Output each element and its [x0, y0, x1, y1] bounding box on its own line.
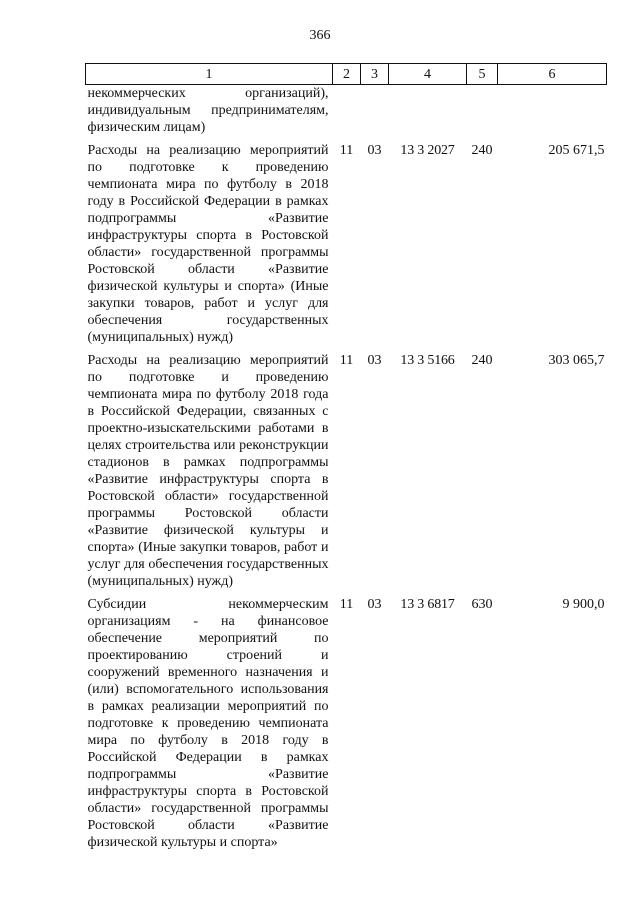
budget-table [85, 63, 607, 857]
row-section: 11 [339, 597, 354, 612]
row-subsection: 03 [367, 597, 382, 612]
page-number: 366 [309, 28, 331, 43]
header-col-4: 4 [389, 64, 467, 85]
row-target-article: 13 3 5166 [400, 353, 455, 368]
table-row [86, 85, 607, 143]
row-description: некоммерческих организаций), индивидуальным предпринимателям, физическим лицам) [87, 86, 329, 135]
row-subsection [361, 85, 389, 143]
row-amount [498, 85, 607, 143]
header-col-6: 6 [498, 64, 607, 85]
header-col-2: 2 [333, 64, 361, 85]
table-row [86, 352, 607, 596]
row-expense-type: 240 [471, 143, 493, 158]
header-col-3: 3 [361, 64, 389, 85]
row-amount: 205 671,5 [548, 143, 605, 158]
row-description: Расходы на реализацию мероприятий по подготовке и проведению чемпионата мира по футболу 2018 года в Российской Федерации, связанных с проектно-изыскательскими работами в целях строительства или реконструкции стадионов в рамках подпрограммы «Развитие инфраструктуры спорта в Ростовской области» государственной программы Ростовской области «Развитие физической культуры и спорта» (Иные закупки товаров, работ и услуг для обеспечения государственных (муниципальных) нужд) [87, 353, 329, 589]
row-target-article: 13 3 2027 [400, 143, 455, 158]
row-expense-type [467, 85, 498, 143]
table-header-row [86, 64, 607, 85]
table-row [86, 142, 607, 352]
row-section: 11 [339, 143, 354, 158]
header-col-5: 5 [467, 64, 498, 85]
row-expense-type: 630 [471, 597, 493, 612]
header-col-1: 1 [86, 64, 333, 85]
row-description: Субсидии некоммерческим организациям - на финансовое обеспечение мероприятий по проектированию строений и сооружений временного назначения и (или) вспомогательного использования в рамках реализации мероприятий по подготовке к проведению чемпионата мира по футболу в 2018 году в Российской Федерации в рамках подпрограммы «Развитие инфраструктуры спорта в Ростовской области» государственной программы Ростовской области «Развитие физической культуры и спорта» [87, 597, 329, 850]
row-target-article: 13 3 6817 [400, 597, 455, 612]
row-amount: 303 065,7 [548, 353, 605, 368]
row-description: Расходы на реализацию мероприятий по подготовке к проведению чемпионата мира по футболу в 2018 году в Российской Федерации в рамках подпрограммы «Развитие инфраструктуры спорта в Ростовской области» государственной программы Ростовской области «Развитие физической культуры и спорта» (Иные закупки товаров, работ и услуг для обеспечения государственных (муниципальных) нужд) [87, 143, 329, 345]
row-amount: 9 900,0 [562, 597, 605, 612]
row-section: 11 [339, 353, 354, 368]
table-row [86, 596, 607, 857]
row-subsection: 03 [367, 143, 382, 158]
row-subsection: 03 [367, 353, 382, 368]
row-expense-type: 240 [471, 353, 493, 368]
row-target-article [389, 85, 467, 143]
row-section [333, 85, 361, 143]
